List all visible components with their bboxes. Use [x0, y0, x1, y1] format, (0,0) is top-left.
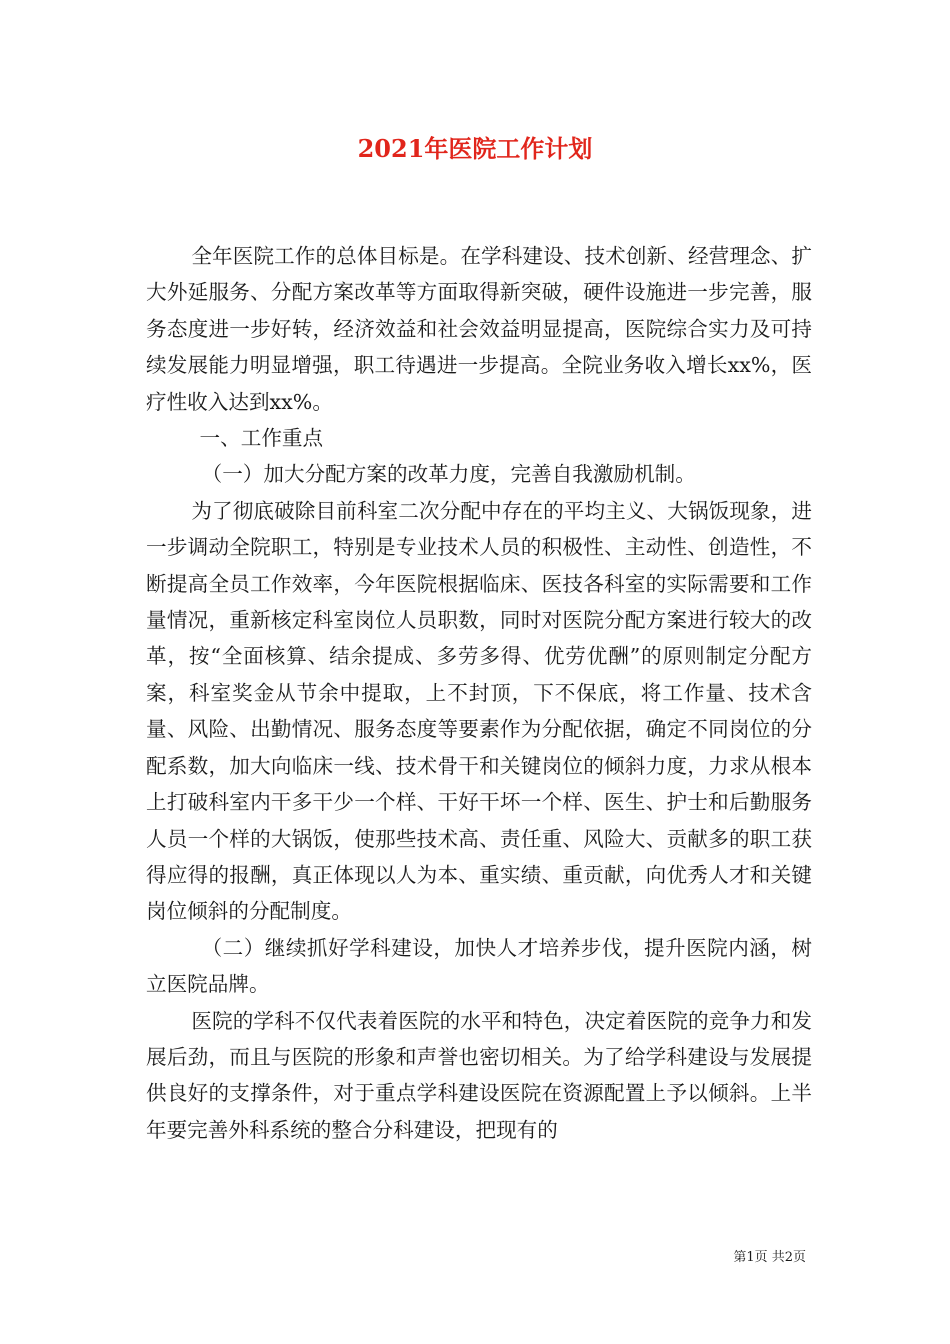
page-title: 2021年医院工作计划 — [357, 134, 593, 163]
paragraph-distribution-reform: 为了彻底破除目前科室二次分配中存在的平均主义、大锅饭现象，进一步调动全院职工，特别是专业技术人员的积极性、主动性、创造性，不断提高全员工作效率，今年医院根据临床、医技各科室的实际需要和工作量情况，重新核定科室岗位人员职数，同时对医院分配方案进行较大的改革，按“全面核算、结余提成、多劳多得、优劳优酬”的原则制定分配方案，科室奖金从节余中提取，上不封顶，下不保底，将工作量、技术含量、风险、出勤情况、服务态度等要素作为分配依据，确定不同岗位的分配系数，加大向临床一线、技术骨干和关键岗位的倾斜力度，力求从根本上打破科室内干多干少一个样、干好干坏一个样、医生、护士和后勤服务人员一个样的大锅饭，使那些技术高、责任重、风险大、贡献多的职工获得应得的报酬，真正体现以人为本、重实绩、重贡献，向优秀人才和关键岗位倾斜的分配制度。 — [146, 498, 812, 924]
section-heading-work-focus: 一、工作重点 — [199, 426, 324, 451]
document-body — [146, 238, 812, 1148]
subheading-discipline-building: （二）继续抓好学科建设，加快人才培养步伐，提升医院内涵，树立医院品牌。 — [146, 935, 812, 997]
page-number: 第1页 共2页 — [733, 1250, 806, 1265]
paragraph-overall-goal: 全年医院工作的总体目标是。在学科建设、技术创新、经营理念、扩大外延服务、分配方案改革等方面取得新突破，硬件设施进一步完善，服务态度进一步好转，经济效益和社会效益明显提高，医院综合实力及可持续发展能力明显增强，职工待遇进一步提高。全院业务收入增长xx%，医疗性收入达到xx%。 — [146, 244, 812, 414]
subheading-distribution-reform: （一）加大分配方案的改革力度，完善自我激励机制。 — [201, 462, 696, 487]
paragraph-discipline-building: 医院的学科不仅代表着医院的水平和特色，决定着医院的竞争力和发展后劲，而且与医院的形象和声誉也密切相关。为了给学科建设与发展提供良好的支撑条件，对于重点学科建设医院在资源配置上予以倾斜。上半年要完善外科系统的整合分科建设，把现有的 — [146, 1008, 812, 1142]
